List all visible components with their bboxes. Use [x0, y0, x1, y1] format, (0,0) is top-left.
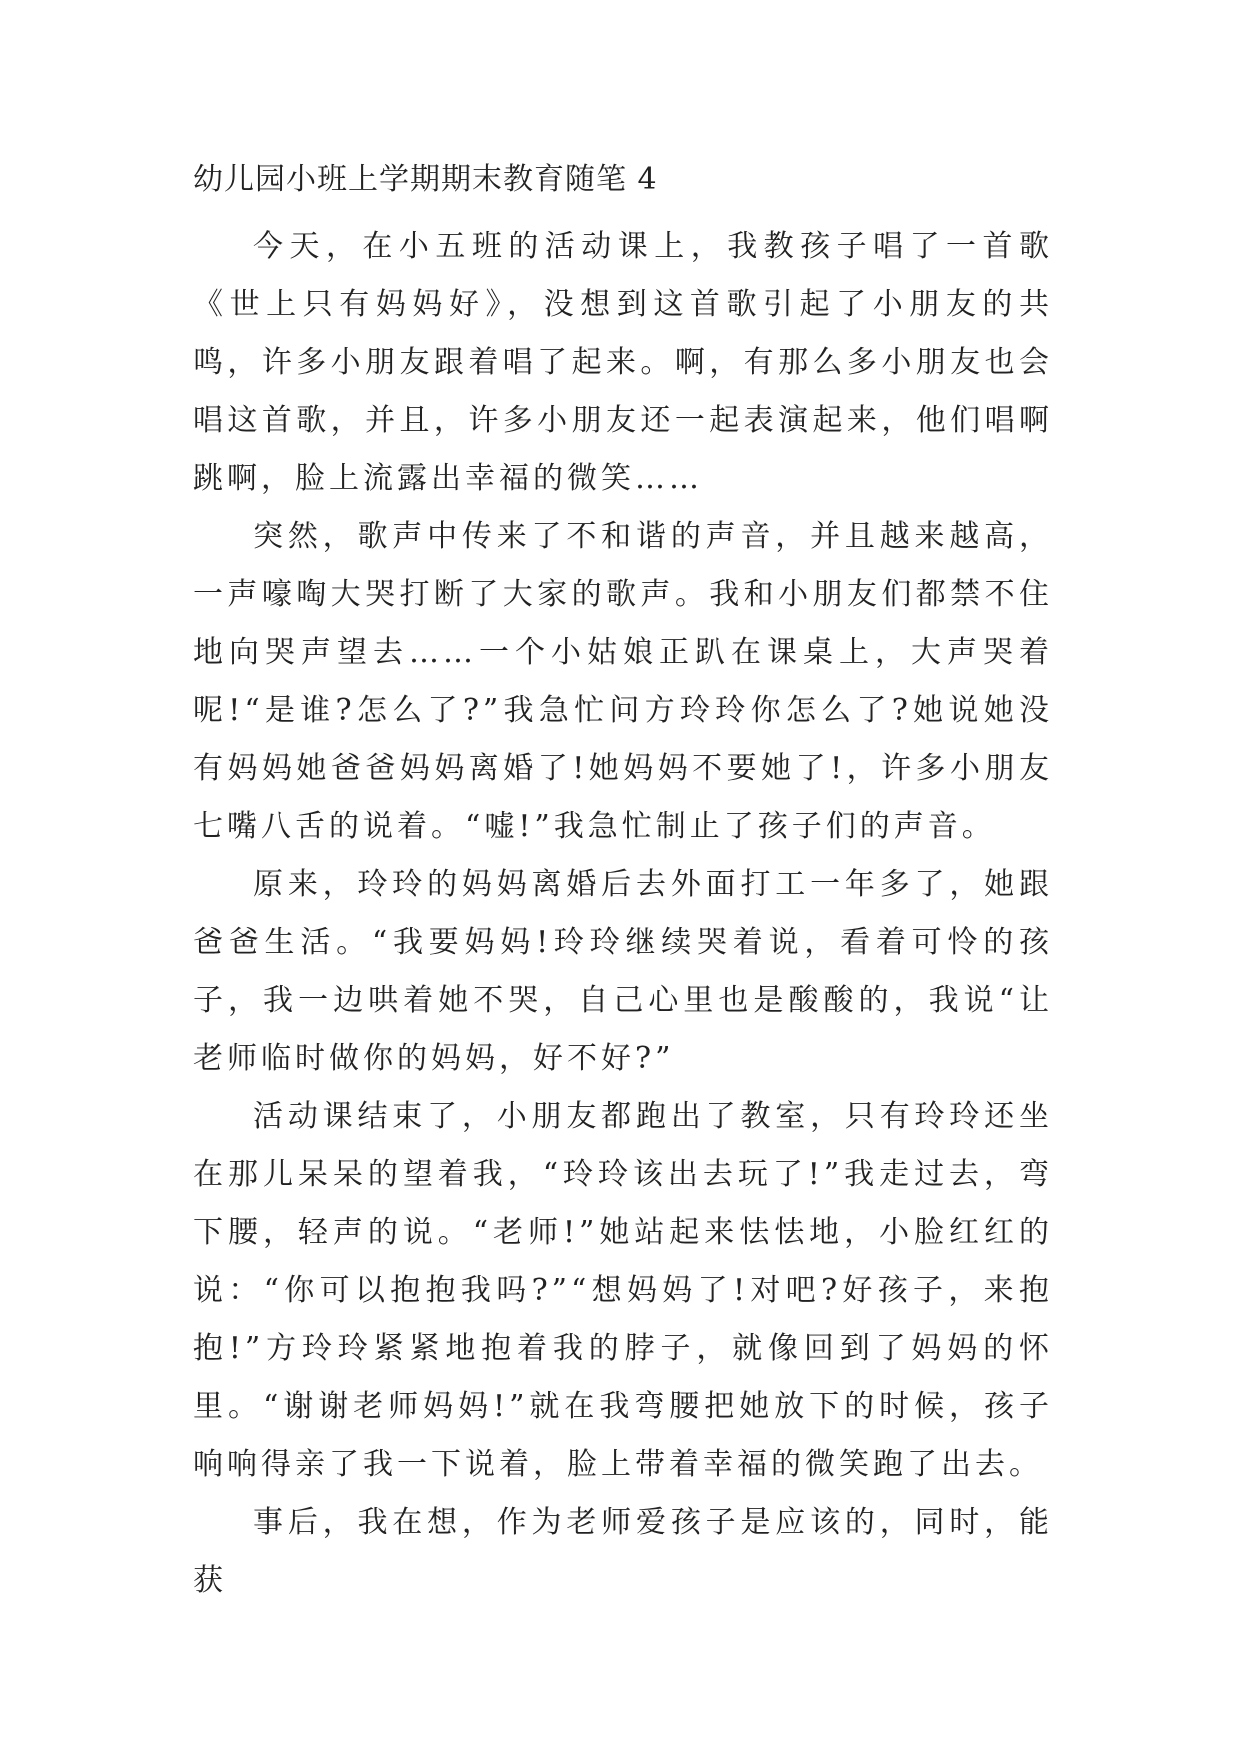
- document-title: 幼儿园小班上学期期末教育随笔 4: [193, 162, 658, 197]
- paragraph-2: 突然，歌声中传来了不和谐的声音，并且越来越高，一声嚎啕大哭打断了大家的歌声。我和小朋友们都禁不住地向哭声望去……一个小姑娘正趴在课桌上，大声哭着呢!“是谁?怎么了?”我急忙问方玲玲你怎么了?她说她没有妈妈她爸爸妈妈离婚了!她妈妈不要她了!，许多小朋友七嘴八舌的说着。“嘘!”我急忙制止了孩子们的声音。: [193, 519, 1053, 844]
- paragraph-4: 活动课结束了，小朋友都跑出了教室，只有玲玲还坐在那儿呆呆的望着我，“玲玲该出去玩了!”我走过去，弯下腰，轻声的说。“老师!”她站起来怯怯地，小脸红红的说：“你可以抱抱我吗?”“想妈妈了!对吧?好孩子，来抱抱!”方玲玲紧紧地抱着我的脖子，就像回到了妈妈的怀里。“谢谢老师妈妈!”就在我弯腰把她放下的时候，孩子响响得亲了我一下说着，脸上带着幸福的微笑跑了出去。: [193, 1099, 1053, 1482]
- document-page: [193, 162, 1053, 1610]
- paragraph-3: 原来，玲玲的妈妈离婚后去外面打工一年多了，她跟爸爸生活。“我要妈妈!玲玲继续哭着说，看着可怜的孩子，我一边哄着她不哭，自己心里也是酸酸的，我说“让老师临时做你的妈妈，好不好?”: [193, 867, 1053, 1076]
- paragraph-1: 今天，在小五班的活动课上，我教孩子唱了一首歌《世上只有妈妈好》，没想到这首歌引起了小朋友的共鸣，许多小朋友跟着唱了起来。啊，有那么多小朋友也会唱这首歌，并且，许多小朋友还一起表演起来，他们唱啊跳啊，脸上流露出幸福的微笑……: [193, 229, 1053, 496]
- paragraph-5: 事后，我在想，作为老师爱孩子是应该的，同时，能获: [193, 1505, 1053, 1598]
